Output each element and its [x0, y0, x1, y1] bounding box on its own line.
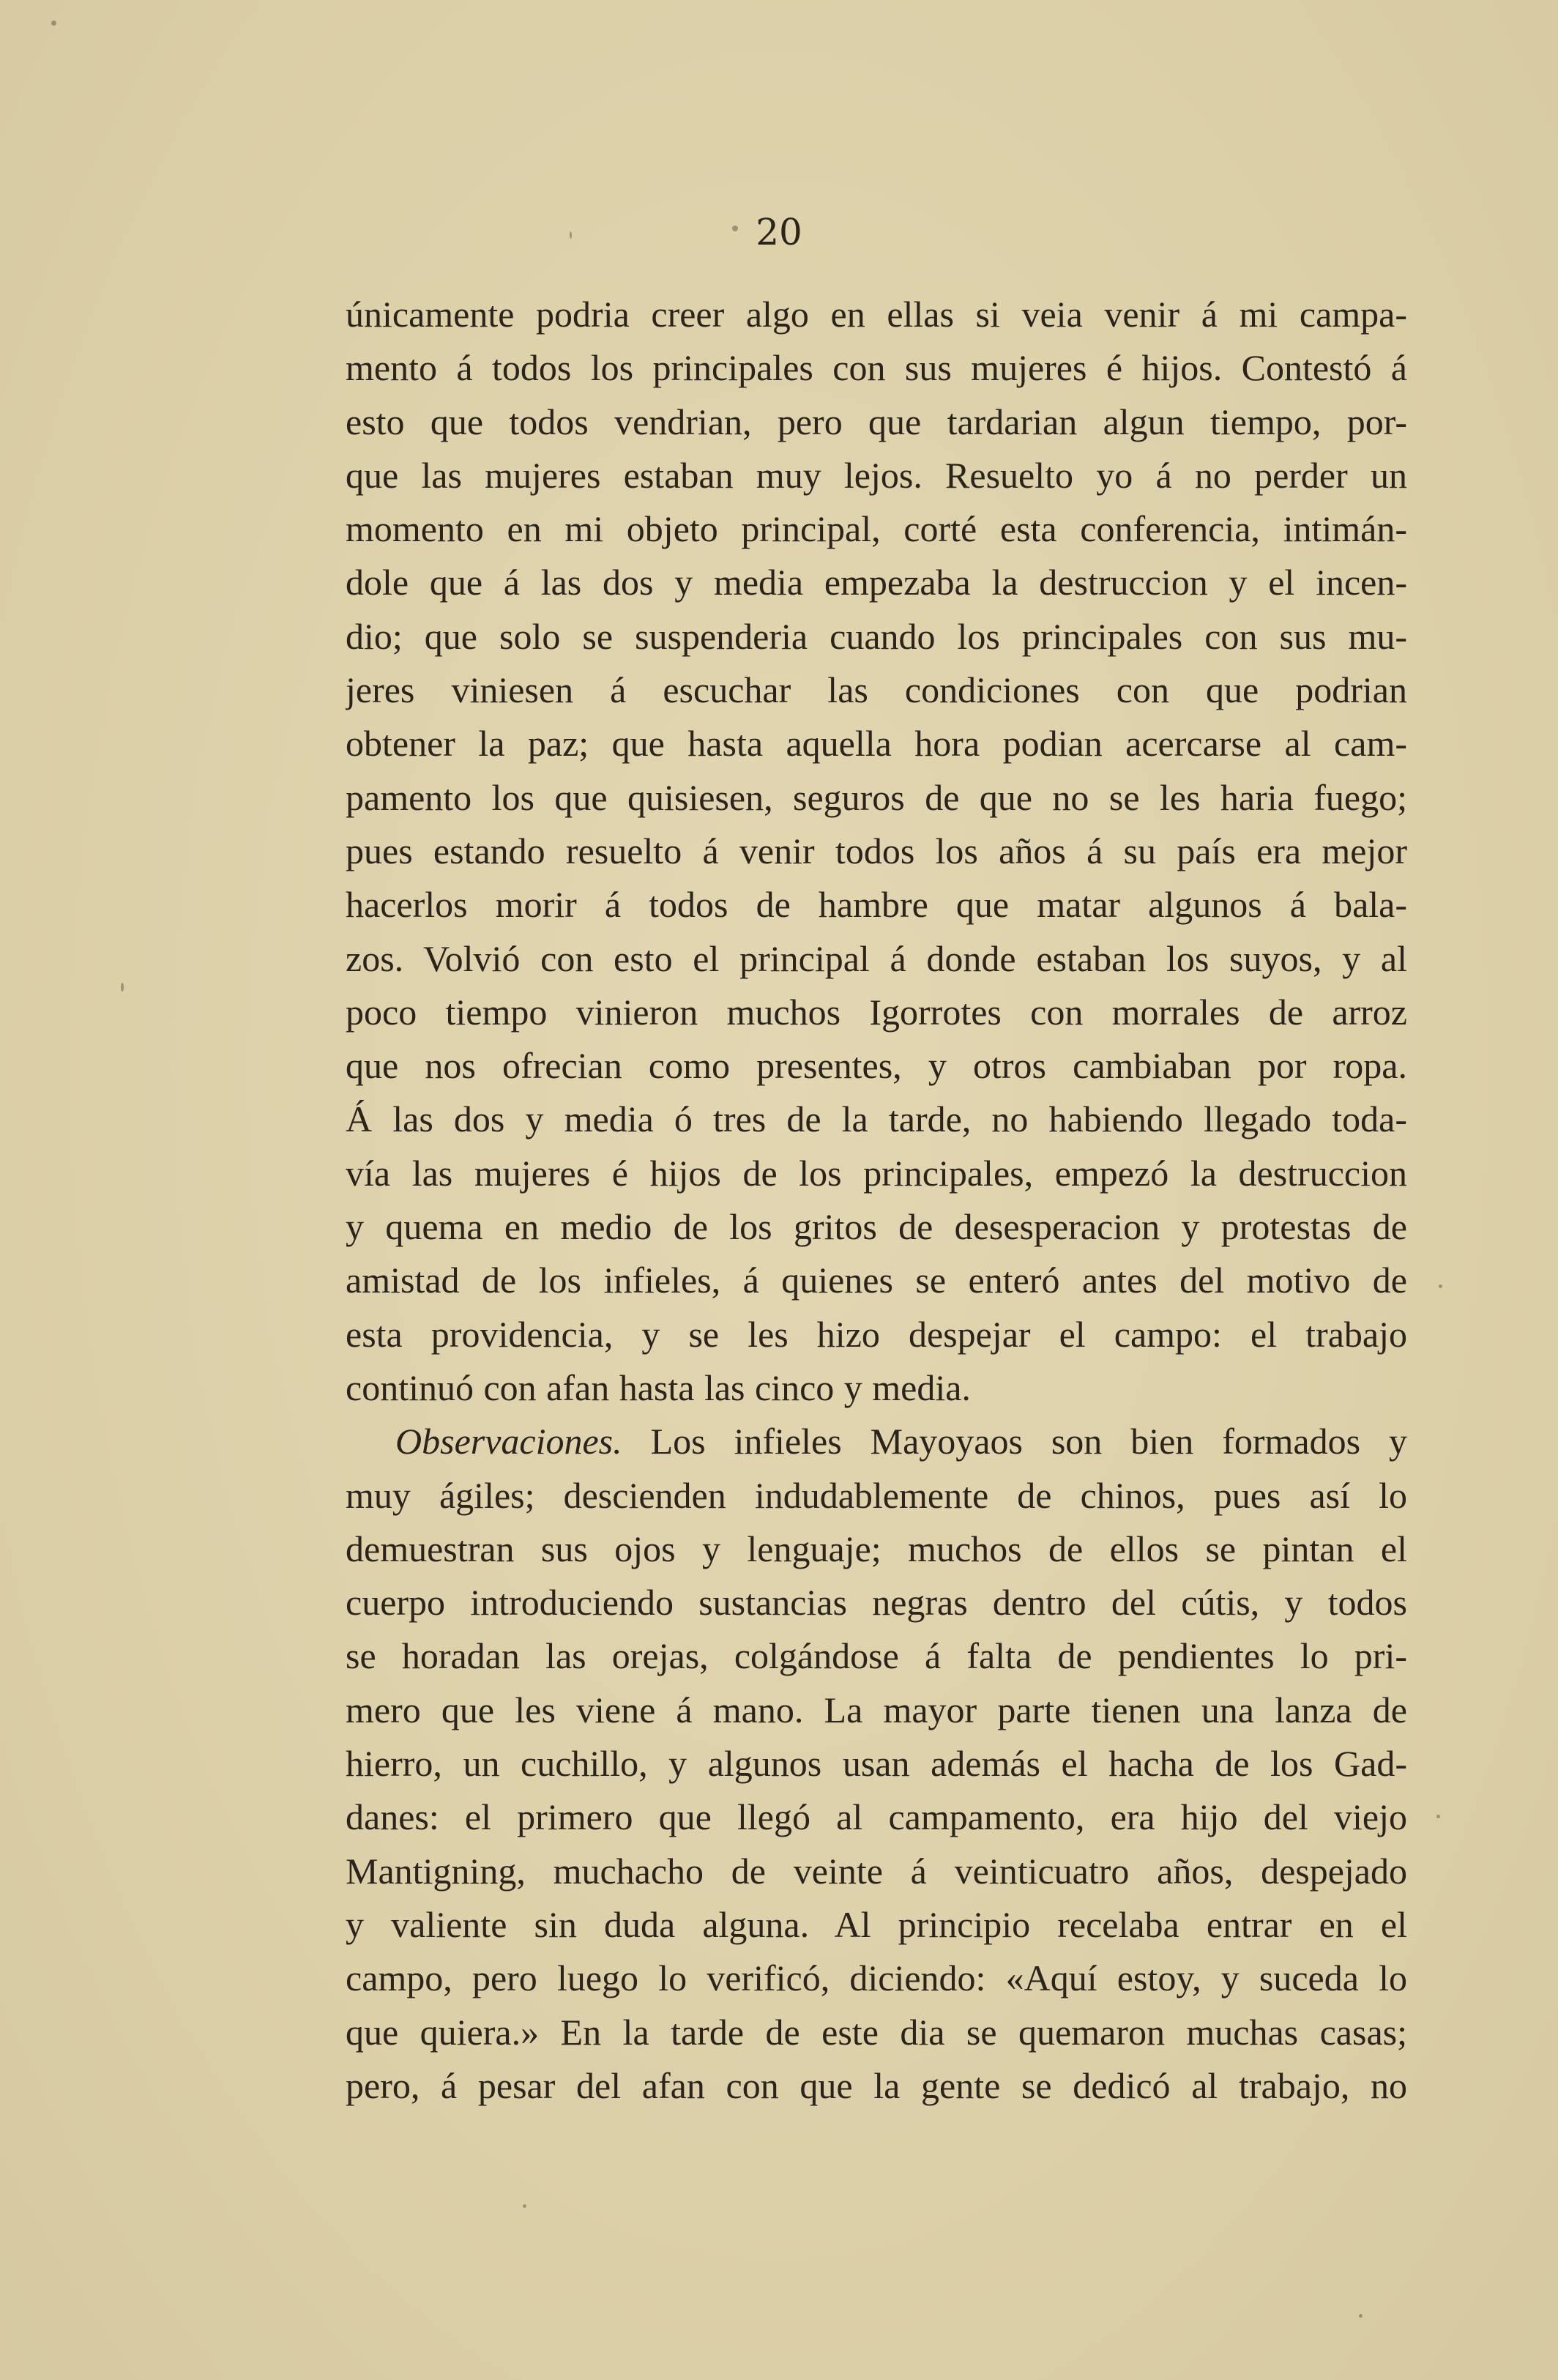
text-line: cuerpo introduciendo sustancias negras dentro del cútis, y todos: [346, 1582, 1407, 1624]
text-line: zos. Volvió con esto el principal á donde estaban los suyos, y al: [346, 937, 1407, 979]
text-line: dole que á las dos y media empezaba la destruccion y el incen-: [346, 562, 1407, 603]
text-line: y quema en medio de los gritos de desesperacion y protestas de: [346, 1206, 1407, 1248]
text-line: Mantigning, muchacho de veinte á veinticuatro años, despejado: [346, 1850, 1407, 1892]
text-line: únicamente podria creer algo en ellas si veia venir á mi campa-: [346, 294, 1407, 335]
text-line: demuestran sus ojos y lenguaje; muchos de ellos se pintan el: [346, 1528, 1407, 1569]
text-line: hierro, un cuchillo, y algunos usan además el hacha de los Gad-: [346, 1743, 1407, 1785]
text-line: obtener la paz; que hasta aquella hora podian acercarse al cam-: [346, 723, 1407, 765]
text-line: danes: el primero que llegó al campamento, era hijo del viejo: [346, 1796, 1407, 1838]
body-text: [346, 288, 1407, 2113]
page-number: 20: [756, 211, 802, 253]
text-line: esta providencia, y se les hizo despejar el campo: el trabajo: [346, 1313, 1407, 1355]
text-line: campo, pero luego lo verificó, diciendo: «Aquí estoy, y suceda lo: [346, 1957, 1407, 1999]
paragraph-first-line: [346, 1415, 1407, 1468]
text-line: se horadan las orejas, colgándose á falta de pendientes lo pri-: [346, 1635, 1407, 1677]
text-line: que quiera.» En la tarde de este dia se quemaron muchas casas;: [346, 2011, 1407, 2053]
heading-line-text: Los infieles Mayoyaos son bien formados y: [650, 1421, 1407, 1462]
paper-speck: [1359, 2314, 1363, 2318]
text-line: Á las dos y media ó tres de la tarde, no habiendo llegado toda-: [346, 1098, 1407, 1140]
paper-speck: [1436, 1815, 1440, 1818]
text-line: mero que les viene á mano. La mayor parte tienen una lanza de: [346, 1689, 1407, 1730]
text-line: amistad de los infieles, á quienes se enteró antes del motivo de: [346, 1260, 1407, 1301]
text-line: pero, á pesar del afan con que la gente se dedicó al trabajo, no: [346, 2064, 1407, 2106]
paper-speck: [732, 226, 738, 231]
paper-speck: [121, 983, 124, 992]
text-line: esto que todos vendrian, pero que tardarian algun tiempo, por-: [346, 401, 1407, 442]
text-line: jeres viniesen á escuchar las condiciones con que podrian: [346, 669, 1407, 711]
section-heading: Observaciones.: [395, 1421, 622, 1462]
text-line: que las mujeres estaban muy lejos. Resuelto yo á no perder un: [346, 454, 1407, 496]
text-line: continuó con afan hasta las cinco y media.: [346, 1366, 971, 1408]
text-line: mento á todos los principales con sus mujeres é hijos. Contestó á: [346, 347, 1407, 389]
paper-speck: [523, 2204, 526, 2208]
text-line: pues estando resuelto á venir todos los años á su país era mejor: [346, 830, 1407, 871]
paper-speck: [51, 21, 56, 26]
paper-speck: [1439, 1284, 1442, 1288]
text-line: vía las mujeres é hijos de los principales, empezó la destruccion: [346, 1152, 1407, 1194]
text-line: poco tiempo vinieron muchos Igorrotes con morrales de arroz: [346, 991, 1407, 1033]
text-line: dio; que solo se suspenderia cuando los principales con sus mu-: [346, 615, 1407, 657]
text-line: que nos ofrecian como presentes, y otros cambiaban por ropa.: [346, 1045, 1407, 1087]
text-line: momento en mi objeto principal, corté esta conferencia, intimán-: [346, 508, 1407, 550]
text-line: muy ágiles; descienden indudablemente de chinos, pues así lo: [346, 1474, 1407, 1516]
paper-speck: [570, 231, 572, 239]
text-line: pamento los que quisiesen, seguros de que no se les haria fuego;: [346, 776, 1407, 818]
text-line: hacerlos morir á todos de hambre que matar algunos á bala-: [346, 884, 1407, 926]
text-line: y valiente sin duda alguna. Al principio recelaba entrar en el: [346, 1903, 1407, 1945]
